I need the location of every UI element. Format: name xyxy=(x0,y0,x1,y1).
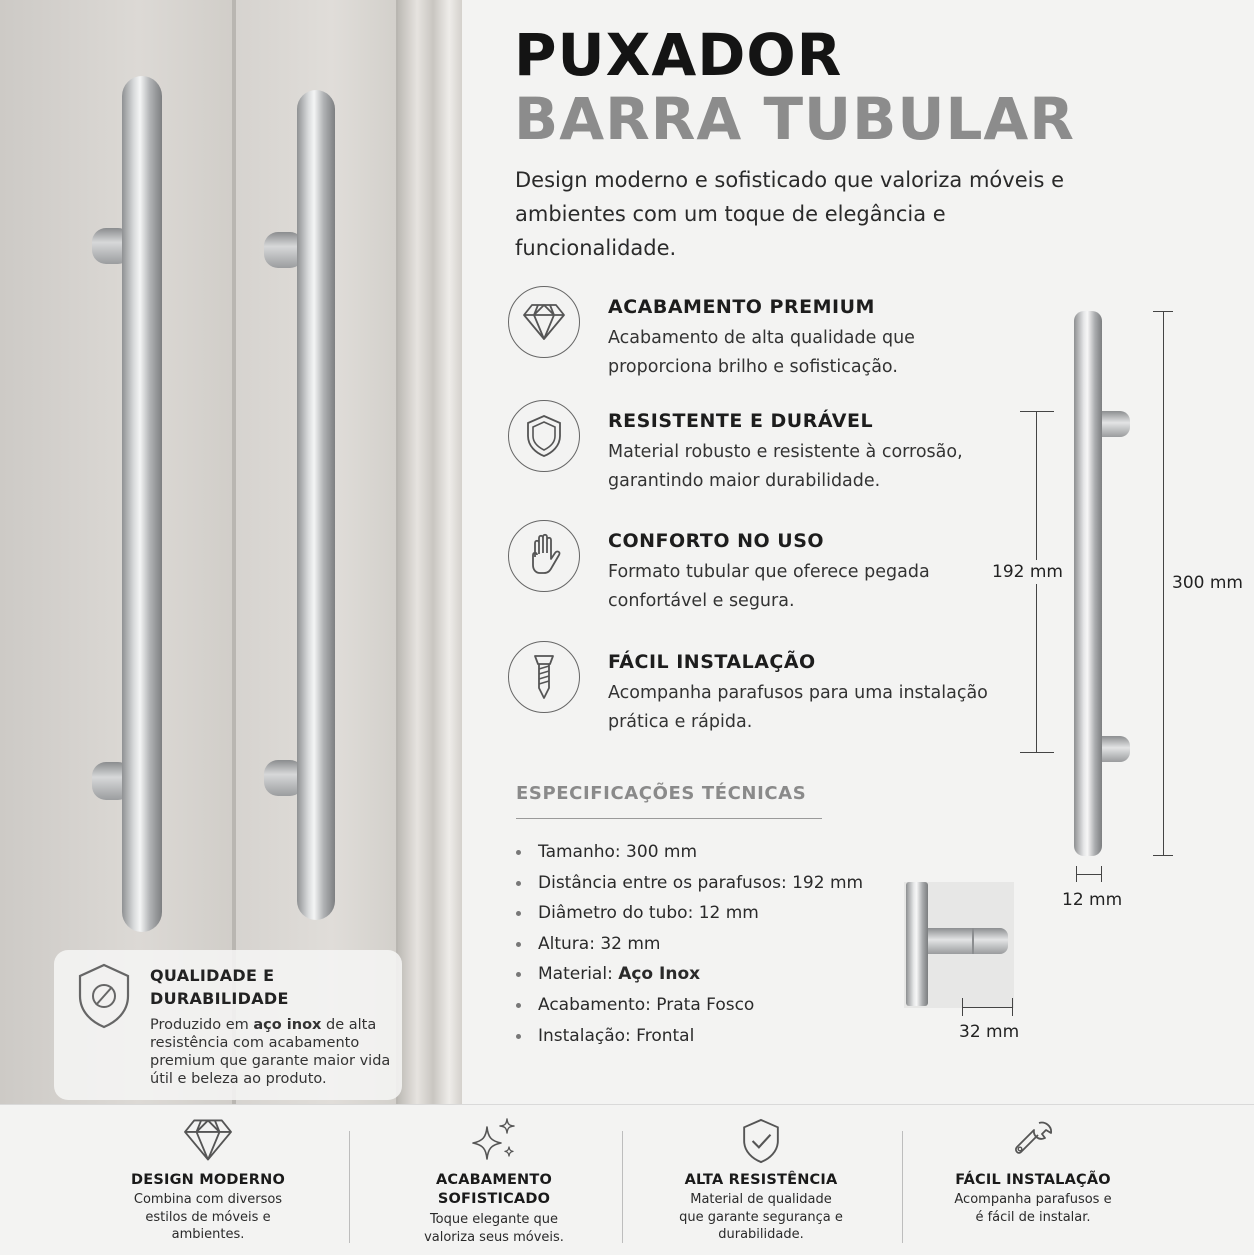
dim-line-height xyxy=(962,1007,1012,1008)
bottom-benefits-bar xyxy=(0,1104,1254,1255)
feature-item xyxy=(508,286,978,376)
product-photo xyxy=(0,0,462,1104)
feature-item xyxy=(508,520,978,610)
benefit-title: FÁCIL INSTALAÇÃO xyxy=(955,1172,1111,1188)
cabinet-door-left xyxy=(0,0,232,1104)
side-view-thumbnail xyxy=(904,882,1014,1008)
spec-item: Acabamento: Prata Fosco xyxy=(516,991,863,1022)
benefit-item xyxy=(676,1105,846,1255)
diagram-tube xyxy=(1074,311,1102,856)
feature-title: ACABAMENTO PREMIUM xyxy=(608,296,875,318)
dim-label-spacing: 192 mm xyxy=(992,562,1063,582)
wrench-icon xyxy=(1009,1117,1057,1165)
dim-tick xyxy=(1020,411,1054,412)
divider xyxy=(349,1131,350,1243)
benefit-title: DESIGN MODERNO xyxy=(131,1172,285,1188)
quality-card xyxy=(54,950,402,1100)
dim-line-diameter xyxy=(1076,874,1102,875)
hand-icon xyxy=(525,533,563,579)
dim-label-height: 32 mm xyxy=(959,1022,1020,1042)
quality-card-title: QUALIDADE E DURABILIDADE xyxy=(150,966,289,1008)
benefit-item xyxy=(108,1105,308,1255)
intro-text: Design moderno e sofisticado que valoriza móveis e ambientes com um toque de elegância e funcionalidade. xyxy=(515,168,1064,260)
feature-text: Acompanha parafusos para uma instalação prática e rápida. xyxy=(608,683,988,732)
feature-text: Acabamento de alta qualidade que proporciona brilho e sofisticação. xyxy=(608,328,915,377)
feature-text: Formato tubular que oferece pegada confortável e segura. xyxy=(608,562,930,611)
benefit-text: Material de qualidade que garante segurança e durabilidade. xyxy=(679,1192,843,1242)
feature-item xyxy=(508,641,988,732)
side-view-post xyxy=(928,928,1008,954)
specs-divider xyxy=(516,818,822,819)
spec-item: Distância entre os parafusos: 192 mm xyxy=(516,869,863,900)
feature-icon-circle xyxy=(508,400,580,472)
cabinet-frame xyxy=(398,0,462,1104)
dim-label-diameter: 12 mm xyxy=(1062,890,1123,910)
title-line-1: PUXADOR xyxy=(514,21,843,89)
side-view-tube xyxy=(906,882,928,1006)
diamond-icon xyxy=(182,1117,234,1163)
spec-item: Altura: 32 mm xyxy=(516,930,863,961)
specs-title: ESPECIFICAÇÕES TÉCNICAS xyxy=(516,783,807,804)
dim-line-total xyxy=(1163,311,1164,856)
spec-item: Material: Aço Inox xyxy=(516,960,863,991)
feature-item xyxy=(508,400,978,490)
benefit-title: ACABAMENTO SOFISTICADO xyxy=(435,1172,553,1207)
shield-slash-icon xyxy=(76,962,132,1030)
spec-item: Diâmetro do tubo: 12 mm xyxy=(516,899,863,930)
specs-list xyxy=(516,838,863,1052)
sparkle-icon xyxy=(469,1117,519,1163)
benefit-text: Toque elegante que valoriza seus móveis. xyxy=(424,1212,564,1245)
feature-icon-circle xyxy=(508,286,580,358)
feature-title: CONFORTO NO USO xyxy=(608,530,825,552)
dim-tick xyxy=(1153,855,1173,856)
feature-icon-circle xyxy=(508,641,580,713)
dim-label-total: 300 mm xyxy=(1172,573,1243,593)
shield-check-icon xyxy=(741,1117,781,1165)
feature-icon-circle xyxy=(508,520,580,592)
dim-tick xyxy=(1153,311,1173,312)
dim-tick xyxy=(1101,866,1102,882)
feature-title: FÁCIL INSTALAÇÃO xyxy=(608,651,816,673)
dim-tick xyxy=(1012,998,1013,1016)
side-view-joint xyxy=(972,928,974,954)
spec-item: Tamanho: 300 mm xyxy=(516,838,863,869)
feature-text: Material robusto e resistente à corrosão, garantindo maior durabilidade. xyxy=(608,442,963,491)
title-line-2: BARRA TUBULAR xyxy=(514,85,1075,153)
diamond-icon xyxy=(522,302,566,342)
benefit-item xyxy=(414,1105,574,1255)
divider xyxy=(902,1131,903,1243)
handle-bar-right xyxy=(297,90,335,920)
dim-tick xyxy=(962,998,963,1016)
feature-title: RESISTENTE E DURÁVEL xyxy=(608,410,874,432)
benefit-title: ALTA RESISTÊNCIA xyxy=(684,1172,838,1188)
benefit-text: Acompanha parafusos e é fácil de instalar. xyxy=(954,1192,1112,1225)
screw-icon xyxy=(529,652,559,702)
dim-tick xyxy=(1076,866,1077,882)
divider xyxy=(622,1131,623,1243)
benefit-text: Combina com diversos estilos de móveis e ambientes. xyxy=(133,1192,283,1242)
shield-icon xyxy=(525,414,563,458)
spec-item: Instalação: Frontal xyxy=(516,1022,863,1053)
benefit-item xyxy=(948,1105,1118,1255)
quality-card-text: Produzido em aço inox de alta resistência com acabamento premium que garante maior vida útil e beleza ao produto. xyxy=(150,1017,391,1087)
dim-tick xyxy=(1020,752,1054,753)
handle-bar-left xyxy=(122,76,162,932)
